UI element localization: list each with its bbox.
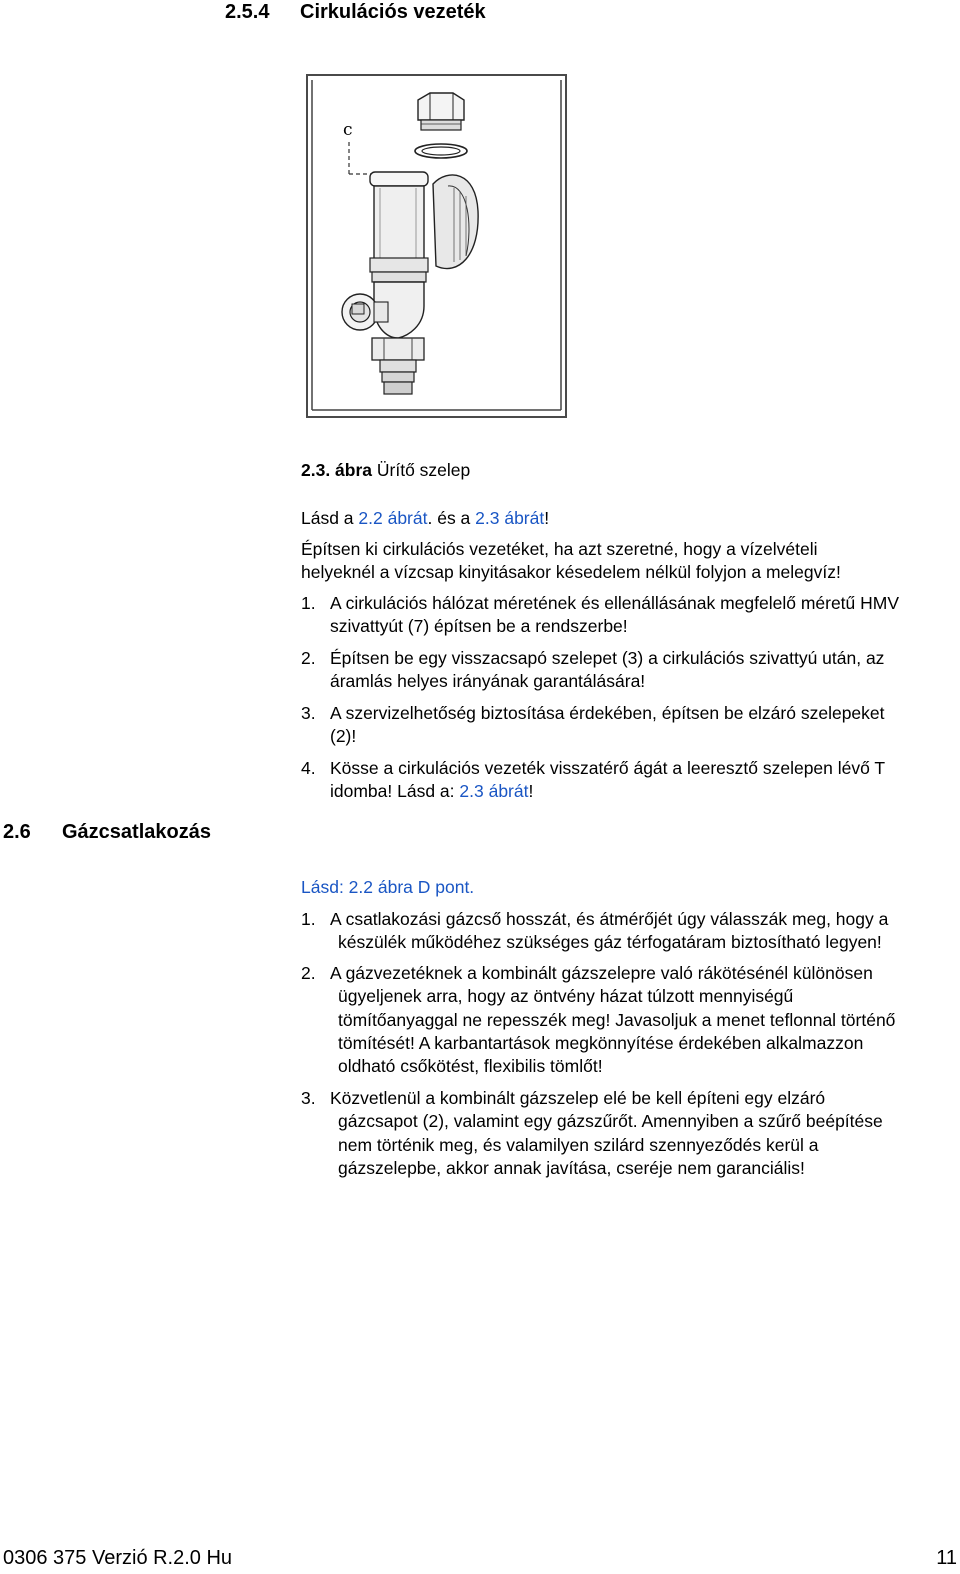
list1-item-4-line-1: Kösse a cirkulációs vezeték visszatérő ágát a leeresztő szelepen lévő T bbox=[330, 758, 886, 778]
list1-item-2-line-2: áramlás helyes irányának garantálására! bbox=[330, 671, 646, 691]
figure-frame bbox=[306, 74, 567, 418]
section-title-2-6: Gázcsatlakozás bbox=[62, 821, 211, 843]
gas-item-2-line-1: A gázvezetéknek a kombinált gázszelepre való rákötésénél különösen bbox=[330, 963, 873, 983]
section-title-2-5-4: Cirkulációs vezeték bbox=[300, 1, 486, 23]
gas-item-2-number: 2. bbox=[301, 963, 316, 983]
list1-item-3-number: 3. bbox=[301, 703, 316, 723]
footer-page-number: 11 bbox=[936, 1547, 957, 1569]
gas-item-3-line-1: Közvetlenül a kombinált gázszelep elé be kell építeni egy elzáró bbox=[330, 1088, 826, 1108]
list1-item-4-see-prefix: idomba! Lásd a: bbox=[330, 781, 460, 801]
footer-document-code: 0306 375 Verzió R.2.0 Hu bbox=[3, 1547, 233, 1569]
link-figure-2-3[interactable]: 2.3 ábrát bbox=[475, 508, 545, 528]
see-suffix: ! bbox=[544, 508, 550, 528]
figure-caption bbox=[301, 459, 470, 483]
link-figure-2-2[interactable]: 2.2 ábrát bbox=[358, 508, 428, 528]
gas-item-3-number: 3. bbox=[301, 1088, 316, 1108]
gas-item-1-number: 1. bbox=[301, 909, 316, 929]
link-figure-2-3-b[interactable]: 2.3 ábrát bbox=[459, 781, 529, 801]
see-mid: . és a bbox=[427, 508, 476, 528]
list1-item-4-see-suffix: ! bbox=[528, 781, 534, 801]
list1-item-1-line-1: A cirkulációs hálózat méretének és ellenállásának megfelelő méretű HMV bbox=[330, 593, 900, 613]
gas-item-3-line-2: gázcsapot (2), valamint egy gázszűrőt. Amennyiben a szűrő beépítése bbox=[338, 1111, 883, 1131]
list1-item-4-number: 4. bbox=[301, 758, 316, 778]
gas-item-2-line-4: tömítését! A karbantartások megkönnyítése érdekében alkalmazzon bbox=[338, 1033, 864, 1053]
list1-item-4-line-2 bbox=[330, 780, 533, 804]
section-number-2-6: 2.6 bbox=[3, 821, 31, 843]
figure-caption-number: 2.3. ábra bbox=[301, 460, 373, 480]
figure-caption-text: Ürítő szelep bbox=[372, 460, 471, 480]
gas-item-2-line-3: tömítőanyaggal ne repesszék meg! Javasoljuk a menet teflonnal történő bbox=[338, 1010, 896, 1030]
gas-item-2-line-2: ügyeljenek arra, hogy az öntvény házat túlzott mennyiségű bbox=[338, 986, 794, 1006]
gas-see-figure-link[interactable]: Lásd: 2.2 ábra D pont. bbox=[301, 877, 475, 897]
list1-item-3-line-1: A szervizelhetőség biztosítása érdekében, építsen be elzáró szelepeket bbox=[330, 703, 885, 723]
gas-item-3-line-3: nem történik meg, és valamilyen szilárd szennyeződés kerül a bbox=[338, 1135, 819, 1155]
intro-paragraph-line-1: Építsen ki cirkulációs vezetéket, ha azt szeretné, hogy a vízelvételi bbox=[301, 539, 818, 559]
list1-item-2-line-1: Építsen be egy visszacsapó szelepet (3) a cirkulációs szivattyú után, az bbox=[330, 648, 885, 668]
list1-item-2-number: 2. bbox=[301, 648, 316, 668]
gas-item-2-line-5: oldható csőkötést, flexibilis tömlőt! bbox=[338, 1056, 603, 1076]
intro-paragraph-line-2: helyeknél a vízcsap kinyitásakor késedelem nélkül folyjon a melegvíz! bbox=[301, 562, 841, 582]
gas-item-3-line-4: gázszelepbe, akkor annak javítása, cseréje nem garanciális! bbox=[338, 1158, 805, 1178]
section-number-2-5-4: 2.5.4 bbox=[225, 1, 270, 23]
see-prefix: Lásd a bbox=[301, 508, 359, 528]
gas-item-1-line-2: készülék működéhez szükséges gáz térfogatáram biztosítható legyen! bbox=[338, 932, 882, 952]
list1-item-1-number: 1. bbox=[301, 593, 316, 613]
see-figures-line bbox=[301, 507, 549, 531]
gas-item-1-line-1: A csatlakozási gázcső hosszát, és átmérőjét úgy válasszák meg, hogy a bbox=[330, 909, 889, 929]
list1-item-1-line-2: szivattyút (7) építsen be a rendszerbe! bbox=[330, 616, 628, 636]
figure-label-c: c bbox=[343, 120, 353, 140]
list1-item-3-line-2: (2)! bbox=[330, 726, 357, 746]
